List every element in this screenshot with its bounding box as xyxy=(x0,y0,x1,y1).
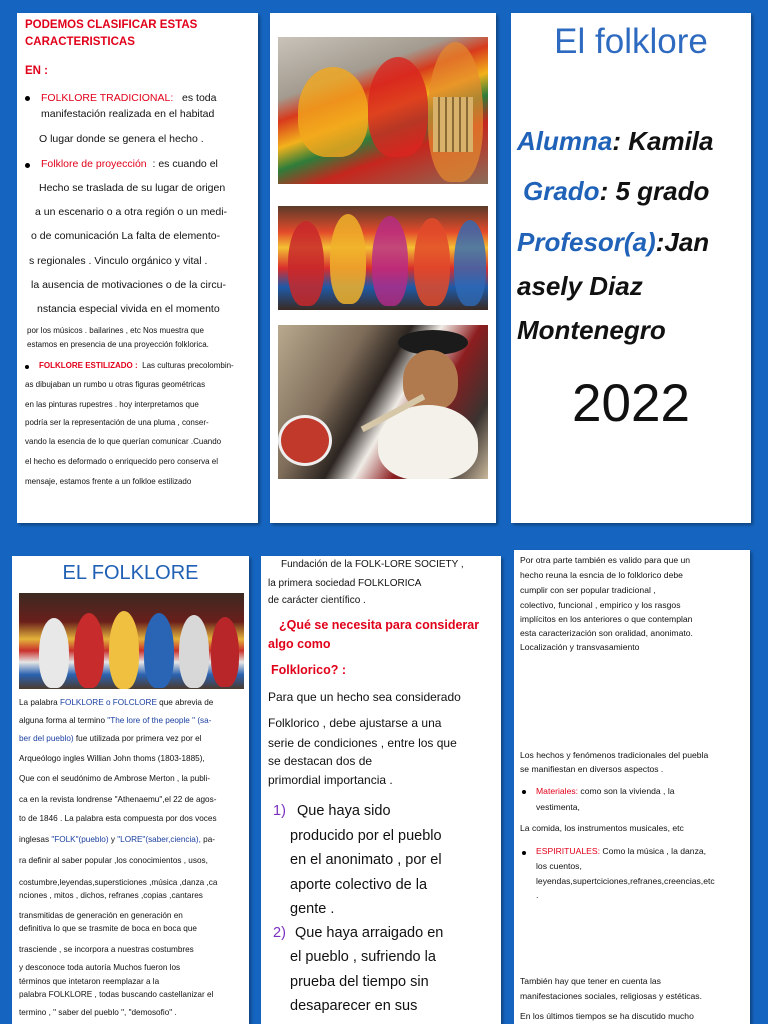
cover-title: El folklore xyxy=(554,22,708,61)
bullet-icon xyxy=(25,365,29,369)
stylized-text-3: en las pinturas rupestres . hoy interpretamos que xyxy=(25,400,199,409)
folklore-title: EL FOLKLORE xyxy=(62,562,199,584)
grade-label: Grado xyxy=(523,176,600,206)
grade-line xyxy=(523,176,709,207)
stylized-line-1 xyxy=(39,358,258,374)
teacher-name-2: asely Diaz xyxy=(517,271,643,301)
projection-text-4: o de comunicación La falta de elemento- xyxy=(31,230,221,242)
def-line-15: y desconoce toda autoría Muchos fueron los xyxy=(19,963,181,972)
def-line-1 xyxy=(19,693,247,713)
def-term: ber del pueblo) xyxy=(19,734,74,743)
teacher-label: Profesor(a) xyxy=(517,227,656,257)
aspects-line-5: implícitos en los anteriores o que contemplan xyxy=(520,614,693,624)
condition-1-line-5: gente . xyxy=(290,901,335,917)
teacher-name-3: Montenegro xyxy=(517,315,666,345)
materials-text-3: La comida, los instrumentos musicales, etc xyxy=(520,823,684,833)
projection-text-5: s regionales . Vinculo orgánico y vital . xyxy=(29,255,208,267)
traditional-text-2: manifestación realizada en el habitad xyxy=(41,108,215,120)
def-line-11: nciones , mitos , dichos, refranes ,copias ,cantares xyxy=(19,891,203,900)
def-term: "FOLK"(pueblo) xyxy=(51,835,109,844)
traditional-text-1: es toda xyxy=(182,92,217,104)
panel-folklore-definition xyxy=(12,556,249,1024)
question-line-1: ¿Qué se necesita para considerar xyxy=(279,618,480,632)
bullet-icon xyxy=(522,790,526,794)
aspects-line-1: Por otra parte también es valido para que un xyxy=(520,555,691,565)
stylized-label: FOLKLORE ESTILIZADO : xyxy=(39,361,138,370)
materials-label: Materiales: xyxy=(536,786,579,796)
stylized-text-4: podría ser la representación de una pluma , conser- xyxy=(25,418,209,427)
condition-number-2: 2) xyxy=(273,925,286,941)
traditional-label: FOLKLORE TRADICIONAL: xyxy=(41,92,174,104)
materials-text-2: vestimenta, xyxy=(536,802,580,812)
aspects-line-4: colectivo, funcional , empirico y los rasgos xyxy=(520,600,681,610)
year: 2022 xyxy=(572,374,690,433)
condition-2-line-2: el pueblo , sufriendo la xyxy=(290,949,436,965)
def-line-16: términos que intetaron reemplazar a la xyxy=(19,977,160,986)
aspects-line-3: cumplir con ser popular tradicional , xyxy=(520,585,656,595)
materials-line-1 xyxy=(536,785,675,799)
spiritual-text-1: Como la música , la danza, xyxy=(600,846,707,856)
manifest-line-1: Los hechos y fenómenos tradicionales del puebla xyxy=(520,750,709,760)
en-label: EN : xyxy=(25,65,48,77)
aspects-line-6: esta caracterización son oralidad, anonimato. xyxy=(520,628,693,638)
def-line-4: Arqueólogo ingles Willian John thoms (1803-1885), xyxy=(19,754,205,763)
condition-2-line-3: prueba del tiempo sin xyxy=(290,974,429,990)
also-line-2: manifestaciones sociales, religiosas y estéticas. xyxy=(520,991,702,1001)
condition-1-line-3: en el anonimato , por el xyxy=(290,852,442,868)
bullet-icon xyxy=(25,96,30,101)
stylized-text-1: Las culturas precolombin- xyxy=(142,361,234,370)
stylized-text-2: as dibujaban un rumbo u otras figuras geométricas xyxy=(25,380,206,389)
classification-heading: PODEMOS CLASIFICAR ESTAS CARACTERISTICAS xyxy=(25,19,198,48)
student-name: : Kamila xyxy=(612,126,714,156)
materials-text-1: como son la vivienda , la xyxy=(578,786,675,796)
projection-label: Folklore de proyección xyxy=(41,158,147,170)
panel-photos xyxy=(270,13,496,523)
def-line-17: palabra FOLKLORE , todas buscando castellanizar el xyxy=(19,990,214,999)
spiritual-text-4: . xyxy=(536,890,539,900)
condition-1-line-4: aporte colectivo de la xyxy=(290,877,428,893)
def-text: inglesas xyxy=(19,835,52,844)
stylized-text-7: mensaje, estamos frente a un folkloe estilizado xyxy=(25,477,192,486)
def-text: pa- xyxy=(200,835,215,844)
consider-line-2: Folklorico , debe ajustarse a una xyxy=(268,716,442,730)
condition-1-line-1: Que haya sido xyxy=(297,803,391,819)
consider-line-3: serie de condiciones , entre los que xyxy=(268,736,457,750)
stylized-text-5: vando la esencia de lo que querían comunicar .Cuando xyxy=(25,437,222,446)
bullet-icon xyxy=(522,851,526,855)
condition-1-line-2: producido por el pueblo xyxy=(290,828,442,844)
projection-text-7: nstancia especial vivida en el momento xyxy=(37,303,220,315)
def-term: "The lore of the people " xyxy=(107,716,196,725)
def-line-6: ca en la revista londrense "Athenaemu",el 22 de agos- xyxy=(19,795,217,804)
def-line-14: trasciende , se incorpora a nuestras costumbres xyxy=(19,945,194,954)
student-label: Alumna xyxy=(517,126,613,156)
panel-cover xyxy=(511,13,751,523)
panel-classification xyxy=(17,13,258,523)
musicians-photo xyxy=(278,325,488,479)
aspects-line-2: hecho reuna la esncia de lo folklorico debe xyxy=(520,570,683,580)
def-text: que abrevia de xyxy=(156,698,214,707)
traditional-text-3: O lugar donde se genera el hecho . xyxy=(39,133,204,145)
def-term: (sa- xyxy=(195,716,212,725)
foundation-line-1: Fundación de la FOLK-LORE SOCIETY , xyxy=(281,559,464,570)
spiritual-text-2: los cuentos, xyxy=(536,861,582,871)
teacher-name-1: :Jan xyxy=(655,227,710,257)
def-line-9: ra definir al saber popular ,los conocimientos , usos, xyxy=(19,856,208,865)
grade-value: : 5 grado xyxy=(599,176,710,206)
def-line-13: definitiva lo que se trasmite de boca en boca que xyxy=(19,924,197,933)
spiritual-text-3: leyendas,supertciciones,refranes,creencias,etc xyxy=(536,876,715,886)
def-text: y xyxy=(108,835,118,844)
folklore-group-photo xyxy=(19,593,244,689)
projection-line-1 xyxy=(41,152,256,176)
condition-number-1: 1) xyxy=(273,803,286,819)
student-line xyxy=(517,126,714,157)
def-term: "LORE"(saber,ciencia), xyxy=(117,835,201,844)
projection-text-6: la ausencia de motivaciones o de la circu- xyxy=(31,279,226,291)
consider-line-5: primordial importancia . xyxy=(268,773,393,787)
def-line-12: transmitidas de generación en generación en xyxy=(19,911,183,920)
def-line-7: to de 1846 . La palabra esta compuesta por dos voces xyxy=(19,814,217,823)
foundation-line-2: la primera sociedad FOLKLORICA xyxy=(268,578,422,589)
also-line-1: También hay que tener en cuenta las xyxy=(520,976,661,986)
projection-text-3: a un escenario o a otra región o un medi- xyxy=(35,206,228,218)
also-line-3: En los últimos tiempos se ha discutido mucho xyxy=(520,1011,694,1021)
aspects-line-7: Localización y transvasamiento xyxy=(520,642,640,652)
manifest-line-2: se manifiestan en diversos aspectos . xyxy=(520,764,664,774)
bullet-icon xyxy=(25,163,30,168)
consider-line-4: se destacan dos de xyxy=(268,754,373,768)
def-line-3 xyxy=(19,729,247,749)
def-line-18: termino , " saber del pueblo ", "demosofio" . xyxy=(19,1008,177,1017)
stylized-text-6: el hecho es deformado o enriquecido pero conserva el xyxy=(25,457,219,466)
dancers-group-photo xyxy=(278,206,488,310)
spiritual-line-1 xyxy=(536,845,706,859)
def-text: La palabra xyxy=(19,698,60,707)
def-text: alguna forma al termino xyxy=(19,716,108,725)
projection-text-9: estamos en presencia de una proyección folklorica. xyxy=(27,340,209,349)
def-line-5: Que con el seudónimo de Ambrose Merton , la publi- xyxy=(19,774,211,783)
def-line-8 xyxy=(19,830,247,850)
teacher-line xyxy=(517,227,709,258)
condition-2-line-4: desaparecer en sus xyxy=(290,998,418,1014)
question-line-2: algo como xyxy=(268,637,331,651)
foundation-line-3: de carácter científico . xyxy=(268,595,366,606)
consider-line-1: Para que un hecho sea considerado xyxy=(268,690,461,704)
def-line-10: costumbre,leyendas,supersticiones ,música ,danza ,ca xyxy=(19,878,218,887)
spiritual-label: ESPIRITUALES: xyxy=(536,846,600,856)
def-term: FOLKLORE o FOLCLORE xyxy=(59,698,157,707)
panel-conditions xyxy=(261,556,501,1024)
condition-2-line-1: Que haya arraigado en xyxy=(295,925,444,941)
def-text: fue utilizada por primera vez por el xyxy=(73,734,202,743)
dancers-photo xyxy=(278,37,488,184)
projection-text-2: Hecho se traslada de su lugar de origen xyxy=(39,182,226,194)
projection-text-1: : es cuando el xyxy=(152,158,218,170)
panel-aspects xyxy=(514,550,750,1024)
def-line-2 xyxy=(19,711,247,731)
projection-text-8: por los músicos . bailarines , etc Nos muestra que xyxy=(27,326,204,335)
question-line-3: Folklorico? : xyxy=(271,663,346,677)
